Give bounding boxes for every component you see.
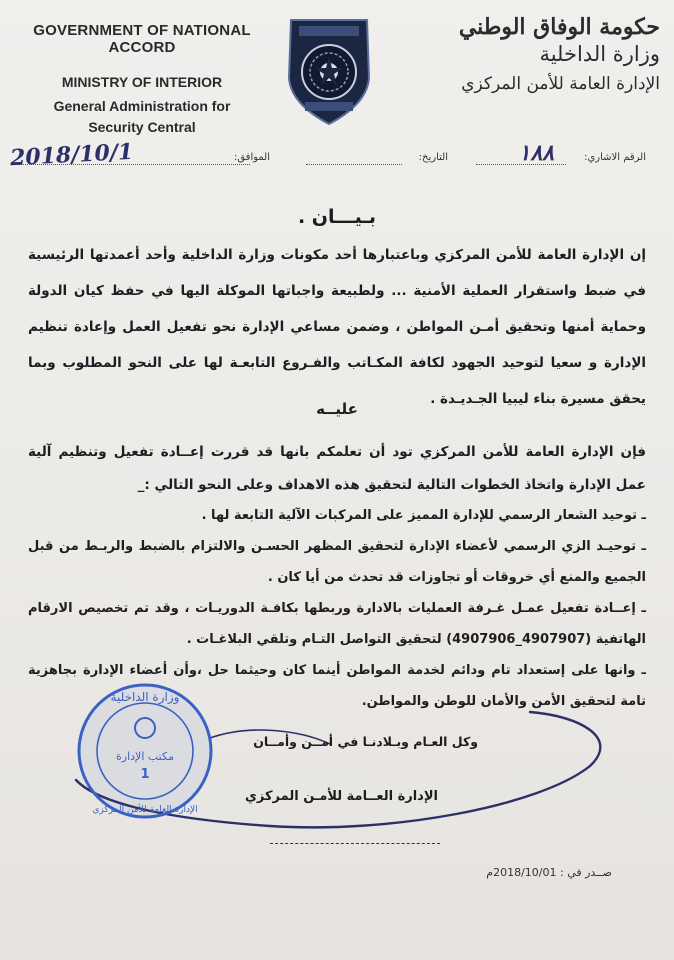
header-en-administration-line1: General Administration for: [53, 98, 231, 114]
ministry-emblem-icon: [283, 16, 375, 128]
header-arabic: [430, 14, 660, 94]
list-item: ـ إعــادة تفعيل عمـل غـرفة العمليات بالادارة وربطها بكافـة الدوريـات ، وقد تم تخصيص الارقام الهاتفية (4907907_4907906) لتحقيق التواصل التـام وتلقي البلاغـات .: [28, 601, 646, 647]
reference-number-label: الرقم الاشاري:: [584, 152, 646, 163]
statement-title: بـيـــان .: [297, 206, 377, 228]
header-en-administration-line2: Security Central: [88, 119, 196, 135]
issue-date: صــدر في : 2018/10/01م: [486, 866, 612, 879]
statement-paragraph-intro: إن الإدارة العامة للأمن المركزي وباعتبارها أحد مكونات وزارة الداخلية وأحد أعمدتها الرئيسية في ضبط واستقرار العملية الأمنية ... ولطبيعة واجباتها الموكلة اليها في حفظ كيان الدولة وحماية أمنها وتحقيق أمـن المواطن ، وضمن مساعي الإدارة نحو تفعيل العمل وإعادة تنظيم الإدارة و سعيا لتوحيد الجهود لكافة المكـاتب والفـروع التابعـة لها على النحو المطلوب وبما يحقق مسيرة بناء ليبيا الجـديـدة .: [28, 247, 646, 407]
stamp-top-text: وزارة الداخلية: [110, 690, 180, 704]
statement-paragraph-decision: فإن الإدارة العامة للأمن المركزي تود أن تعلمكم بانها قد قررت إعــادة تفعيل وتنظيم آلية عمل الإدارة واتخاذ الخطوات التالية لتحقيق هذه الاهداف وعلى النحو التالي :_: [28, 444, 646, 493]
stamp-number: 1: [140, 767, 150, 782]
stamp-middle-text: مكتب الإدارة: [116, 750, 174, 763]
header-ar-government: حكومة الوفاق الوطني: [458, 14, 660, 40]
list-item: ـ توحيد الشعار الرسمي للإدارة المميز على المركبات الآلية التابعة لها .: [201, 508, 646, 523]
statement-subtitle: عليــه: [316, 400, 358, 418]
header-english: [12, 22, 272, 138]
header-en-government: GOVERNMENT OF NATIONAL ACCORD: [33, 22, 251, 56]
header-en-ministry: MINISTRY OF INTERIOR: [61, 74, 223, 90]
corresponding-date-label: الموافق:: [233, 152, 270, 163]
reference-number-value: ١٨٨: [518, 140, 554, 166]
official-stamp-icon: [70, 676, 220, 826]
date-line: [306, 164, 402, 165]
corresponding-date-value: 2018/10/1: [9, 138, 134, 172]
signature-line: [270, 843, 440, 844]
header-ar-administration: الإدارة العامة للأمن المركزي: [461, 74, 660, 94]
closing-line: وكل العـام وبـلادنـا في أمــن وأمــان: [253, 734, 478, 749]
reference-row: [0, 140, 674, 176]
header-ar-ministry: وزارة الداخلية: [539, 42, 660, 66]
list-item: ـ توحيـد الزي الرسمي لأعضاء الإدارة لتحقيق المظهر الحسـن والالتزام بالضبط والربـط من قبل الجميع والمنع أي خروقات أو تجاوزات قد تحدث من أيا كان .: [28, 539, 646, 585]
header-en-administration: [12, 96, 272, 138]
list-item: ـ وانها على إستعداد تام ودائم لخدمة المواطن أينما كان وحيثما حل ،وأن أعضاء الإدارة بجاهزية تامة لتحقيق الأمن والأمان للوطن والمواطن.: [28, 663, 646, 709]
signature-block: الإدارة العــامة للأمـن المركزي: [244, 789, 438, 804]
date-label: التاريخ:: [418, 152, 448, 163]
stamp-bottom-text: الإدارة العامة للأمن المركزي: [92, 805, 198, 815]
